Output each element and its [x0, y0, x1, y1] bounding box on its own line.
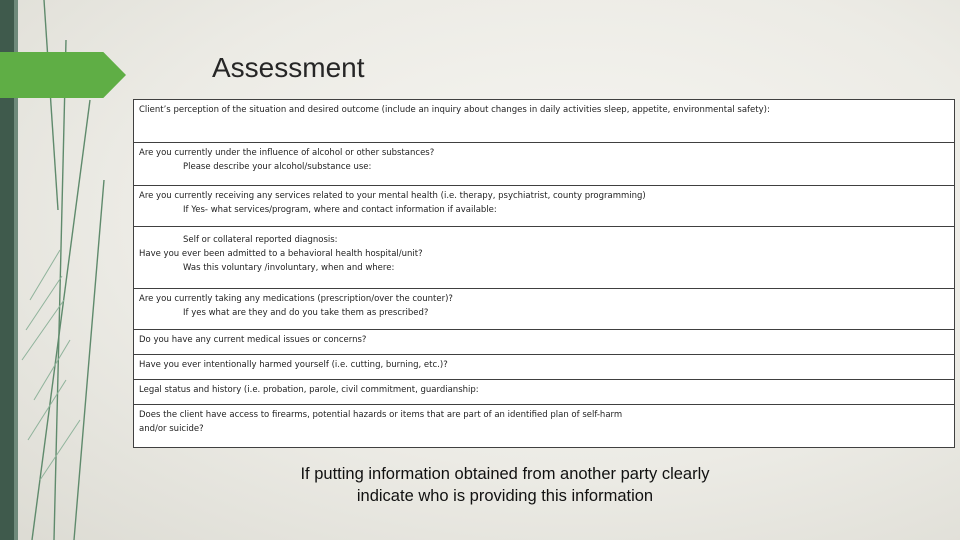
- question-text: Legal status and history (i.e. probation, parole, civil commitment, guardianship:: [139, 385, 479, 395]
- table-row: [134, 143, 955, 186]
- question-text: Client’s perception of the situation and desired outcome (include an inquiry about changes in daily activities sleep, appetite, environmental safety):: [139, 105, 770, 115]
- form-cell-perception[interactable]: [134, 100, 955, 143]
- question-text: Does the client have access to firearms, potential hazards or items that are part of an identified plan of self-harm and/or suicide?: [139, 410, 623, 434]
- table-row: [134, 289, 955, 330]
- form-cell-legal[interactable]: [134, 380, 955, 405]
- question-text: Have you ever been admitted to a behavioral health hospital/unit?: [139, 249, 423, 259]
- form-cell-services[interactable]: [134, 186, 955, 227]
- form-cell-substances[interactable]: [134, 143, 955, 186]
- question-subtext: Was this voluntary /involuntary, when and where:: [183, 263, 395, 273]
- question-text: Are you currently taking any medications (prescription/over the counter)?: [139, 294, 453, 304]
- form-cell-medical[interactable]: [134, 330, 955, 355]
- footer-line-1: If putting information obtained from another party clearly: [300, 465, 710, 483]
- slide-title: Assessment: [212, 52, 365, 83]
- accent-arrow-shape: [0, 52, 126, 98]
- table-row: [134, 100, 955, 143]
- question-subtext: If yes what are they and do you take them as prescribed?: [183, 308, 429, 318]
- form-cell-self-harm[interactable]: [134, 355, 955, 380]
- assessment-form-table: [133, 99, 955, 448]
- question-text: Are you currently under the influence of alcohol or other substances?: [139, 148, 435, 158]
- question-subtext: Self or collateral reported diagnosis:: [183, 235, 338, 245]
- footer-line-2: indicate who is providing this information: [356, 487, 654, 505]
- table-row: [134, 227, 955, 289]
- form-cell-diagnosis[interactable]: [134, 227, 955, 289]
- table-row: [134, 186, 955, 227]
- table-row: [134, 405, 955, 448]
- question-subtext: If Yes- what services/program, where and contact information if available:: [183, 205, 497, 215]
- table-row: [134, 355, 955, 380]
- question-text: Have you ever intentionally harmed yourself (i.e. cutting, burning, etc.)?: [139, 360, 448, 370]
- form-cell-firearms[interactable]: [134, 405, 955, 448]
- question-text: Do you have any current medical issues or concerns?: [139, 335, 367, 345]
- question-text: Are you currently receiving any services related to your mental health (i.e. therapy, psychiatrist, county programming): [139, 191, 646, 201]
- footer-note: [200, 463, 810, 507]
- table-row: [134, 330, 955, 355]
- form-cell-medications[interactable]: [134, 289, 955, 330]
- question-subtext: Please describe your alcohol/substance use:: [183, 162, 372, 172]
- table-row: [134, 380, 955, 405]
